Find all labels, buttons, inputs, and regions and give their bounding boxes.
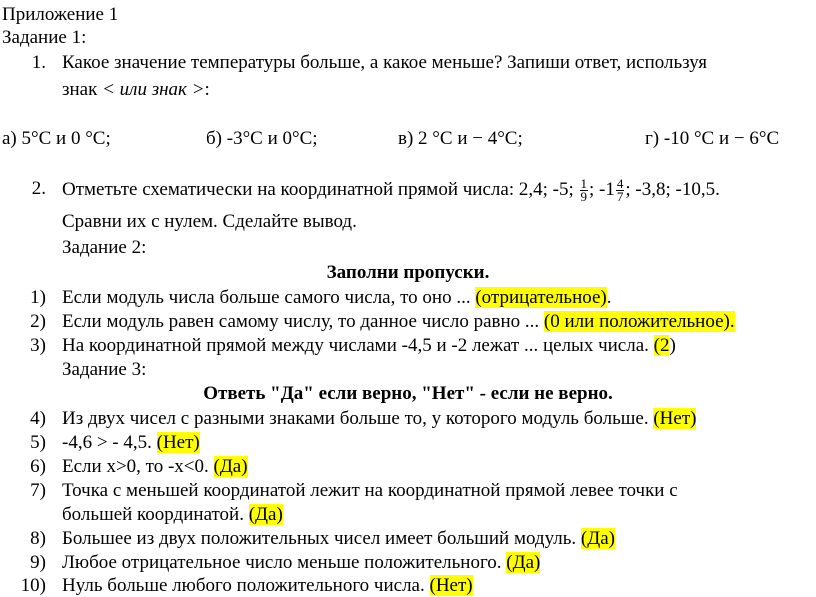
- task1-item2-line1-a: Отметьте схематически на координатной прямой числа: 2,4; -5;: [62, 178, 579, 200]
- task3-item9-number: 9): [30, 552, 46, 573]
- task3-item5-text: -4,6 > - 4,5.: [62, 432, 157, 453]
- appendix-label: Приложение 1: [2, 4, 119, 25]
- task3-item4-number: 4): [30, 408, 46, 429]
- task3-title: Задание 3:: [62, 359, 147, 380]
- task3-item9: [62, 552, 540, 574]
- task1-item2-line1: [62, 178, 720, 203]
- task3-item5-number: 5): [30, 432, 46, 453]
- task1-title: Задание 1:: [2, 27, 87, 48]
- task3-item6-text: Если x>0, то -x<0.: [62, 456, 214, 477]
- task1-item1-line2-c: :: [204, 79, 210, 100]
- task2-item1-answer: (отрицательное): [475, 287, 607, 308]
- task2-item2-text: Если модуль равен самому числу, то данное число равно ...: [62, 311, 544, 332]
- task3-item7-answer: (Да): [248, 504, 283, 525]
- option-d: г) -10 °C и − 6°C: [645, 128, 780, 149]
- task2-item3-number: 3): [30, 335, 46, 356]
- task3-item8: [62, 528, 615, 550]
- task2-item3-tail: ): [669, 335, 676, 356]
- task3-item10: [62, 575, 473, 597]
- fraction2-denominator: 7: [616, 189, 624, 204]
- task2-item2-number: 2): [30, 311, 46, 332]
- task3-item4-text: Из двух чисел с разными знаками больше то, у которого модуль больше.: [62, 408, 654, 429]
- task1-item2-line1-b: ; -1: [589, 178, 615, 200]
- task3-item10-text: Нуль больше любого положительного числа.: [62, 575, 430, 596]
- fraction1-numerator: 1: [580, 176, 587, 191]
- task1-item1-number: 1.: [31, 52, 46, 73]
- task2-item2-answer: (0 или положительное).: [543, 311, 735, 332]
- task2-item1-number: 1): [30, 287, 46, 308]
- task3-item10-answer: (Нет): [429, 575, 473, 596]
- task2-heading: Заполни пропуски.: [326, 262, 490, 283]
- task1-item1-line2: [62, 79, 210, 101]
- task1-item1-line2-b: < или знак >: [102, 79, 205, 100]
- task3-item4: [62, 408, 696, 430]
- task1-item1-line1: Какое значение температуры больше, а какое меньше? Запиши ответ, используя: [62, 52, 708, 73]
- task1-item2-number: 2.: [31, 178, 46, 199]
- option-a: а) 5°C и 0 °C;: [2, 128, 111, 149]
- task3-heading: Ответь "Да" если верно, "Нет" - если не верно.: [203, 383, 613, 404]
- task3-item7-line2: [62, 504, 283, 526]
- task3-item9-text: Любое отрицательное число меньше положительного.: [62, 552, 507, 573]
- task2-item1-tail: .: [606, 287, 612, 308]
- task3-item10-number: 10): [20, 575, 46, 596]
- option-b: б) -3°C и 0°C;: [206, 128, 318, 149]
- task1-item2-line1-c: ; -3,8; -10,5.: [625, 178, 720, 200]
- task2-item3-text: На координатной прямой между числами -4,5 и -2 лежат ... целых числа.: [62, 335, 654, 356]
- task2-item2: [62, 311, 735, 333]
- task2-title: Задание 2:: [62, 237, 147, 258]
- fraction2-numerator: 4: [616, 176, 624, 191]
- task2-item1: [62, 287, 612, 309]
- task3-item8-text: Большее из двух положительных чисел имеет больший модуль.: [62, 528, 581, 549]
- task2-item1-text: Если модуль числа больше самого числа, то оно ...: [62, 287, 476, 308]
- task3-item5: [62, 432, 200, 454]
- fraction1-denominator: 9: [580, 189, 587, 204]
- fraction-one-ninth: [580, 178, 589, 203]
- task3-item6-number: 6): [30, 456, 46, 477]
- task3-item6: [62, 456, 248, 478]
- fraction-four-sevenths: [616, 178, 625, 203]
- task3-item7-text2: большей координатой.: [62, 504, 249, 525]
- task3-item5-answer: (Нет): [156, 432, 200, 453]
- task3-item8-answer: (Да): [580, 528, 615, 549]
- task3-item7-line1: Точка с меньшей координатой лежит на координатной прямой левее точки с: [62, 480, 678, 501]
- task1-item1-line2-a: знак: [62, 79, 103, 100]
- task3-item8-number: 8): [30, 528, 46, 549]
- task2-item3-answer: (2: [653, 335, 670, 356]
- task2-item3: [62, 335, 676, 357]
- task3-item7-number: 7): [30, 480, 46, 501]
- task3-item9-answer: (Да): [506, 552, 541, 573]
- task3-item6-answer: (Да): [213, 456, 248, 477]
- task1-item2-line2: Сравни их с нулем. Сделайте вывод.: [62, 211, 357, 232]
- option-c: в) 2 °C и − 4°C;: [398, 128, 523, 149]
- task3-item4-answer: (Нет): [653, 408, 697, 429]
